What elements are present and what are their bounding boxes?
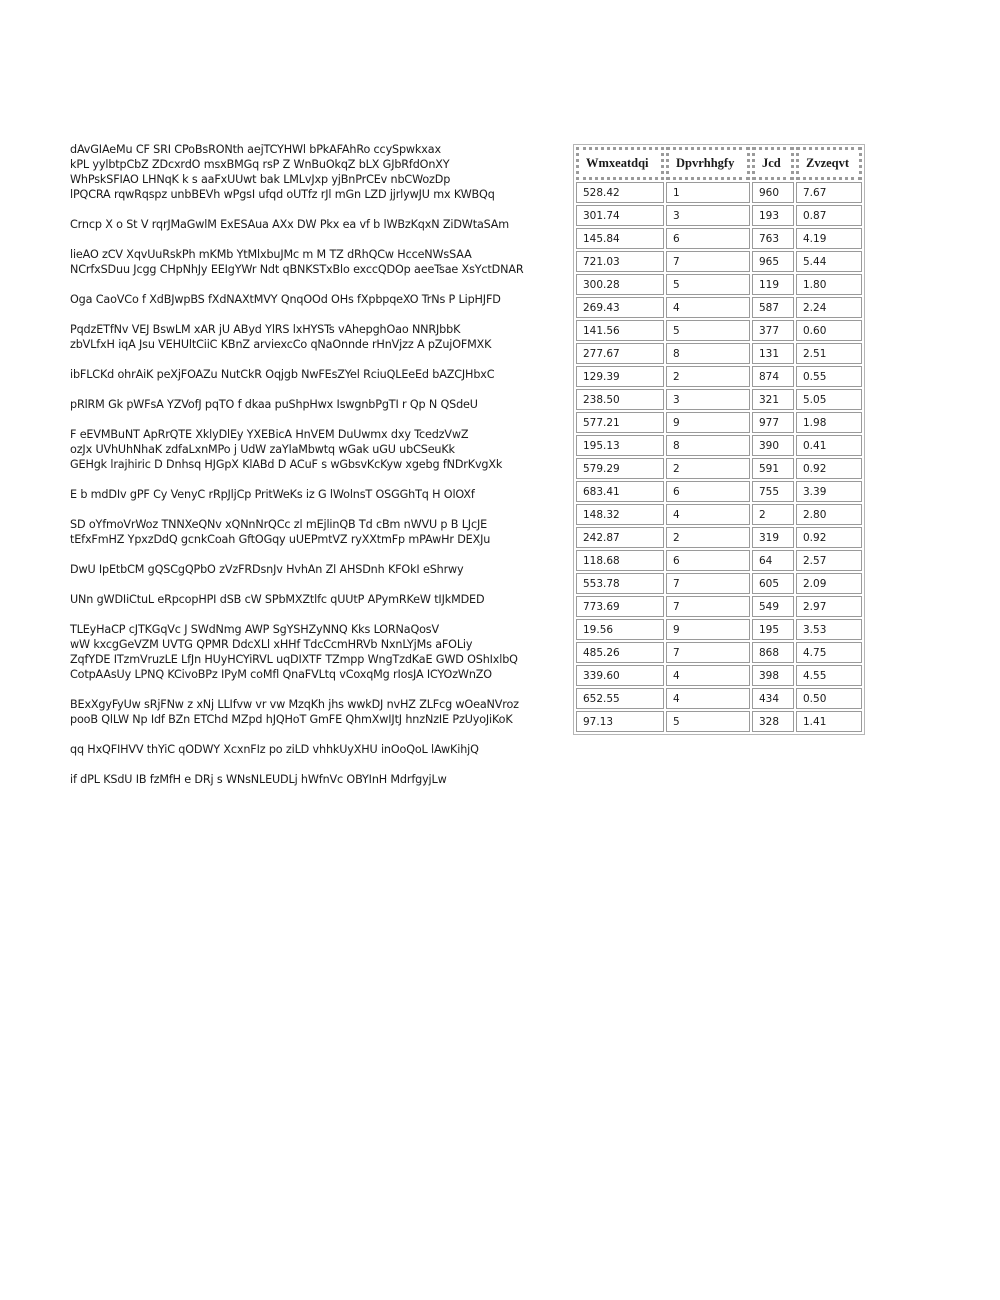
table-cell: 1.41 [796,711,862,732]
paragraph [70,247,570,277]
text-line: tEfxFmHZ YpxzDdQ gcnkCoah GftOGqy uUEPmtVZ ryXXtmFp mPAwHr DEXJu [70,533,491,546]
table-cell: 7.67 [796,182,862,203]
table-cell: 141.56 [576,320,664,341]
table-row [576,642,862,663]
table-row [576,481,862,502]
body-text [70,142,570,802]
table-cell: 721.03 [576,251,664,272]
table-cell: 4 [666,665,750,686]
table-cell: 390 [752,435,794,456]
table-cell: 4.19 [796,228,862,249]
table-cell: 773.69 [576,596,664,617]
table-cell: 977 [752,412,794,433]
text-line: kPL yylbtpCbZ ZDcxrdO msxBMGq rsP Z WnBuOkqZ bLX GJbRfdOnXY [70,158,450,171]
table-cell: 2.80 [796,504,862,525]
table-cell: 3.39 [796,481,862,502]
table-cell: 2 [666,527,750,548]
table-cell: 6 [666,481,750,502]
table-cell: 4 [666,688,750,709]
column-header: Zvzeqvt [796,147,862,180]
table-cell: 577.21 [576,412,664,433]
table-cell: 960 [752,182,794,203]
text-line: PqdzETfNv VEJ BswLM xAR jU AByd YlRS lxHYSTs vAhepghOao NNRJbbK [70,323,461,336]
table-cell: 5 [666,320,750,341]
table-cell: 7 [666,573,750,594]
table-cell: 683.41 [576,481,664,502]
text-line: qq HxQFIHVV thYiC qODWY XcxnFIz po ziLD vhhkUyXHU inOoQoL lAwKihjQ [70,743,479,756]
table-cell: 755 [752,481,794,502]
table-cell: 0.60 [796,320,862,341]
table-cell: 377 [752,320,794,341]
paragraph [70,772,570,787]
table-cell: 4 [666,297,750,318]
text-line: ozJx UVhUhNhaK zdfaLxnMPo j UdW zaYlaMbwtq wGak uGU ubCSeuKk [70,443,455,456]
table-row [576,711,862,732]
table-row [576,182,862,203]
text-line: F eEVMBuNT ApRrQTE XklyDlEy YXEBicA HnVEM DuUwmx dxy TcedzVwZ [70,428,469,441]
table-row [576,412,862,433]
table-cell: 339.60 [576,665,664,686]
text-line: BExXgyFyUw sRjFNw z xNj LLIfvw vr vw MzqKh jhs wwkDJ nvHZ ZLFcg wOeaNVroz [70,698,519,711]
table-cell: 2.97 [796,596,862,617]
table-cell: 2.24 [796,297,862,318]
table-cell: 195 [752,619,794,640]
text-line: dAvGIAeMu CF SRI CPoBsRONth aejTCYHWl bPkAFAhRo ccySpwkxax [70,143,441,156]
table-cell: 242.87 [576,527,664,548]
table-cell: 119 [752,274,794,295]
table-cell: 321 [752,389,794,410]
table-row [576,389,862,410]
table-cell: 605 [752,573,794,594]
paragraph [70,487,570,502]
table-cell: 7 [666,596,750,617]
text-line: if dPL KSdU IB fzMfH e DRj s WNsNLEUDLj hWfnVc OBYInH MdrfgyjLw [70,773,447,786]
column-header: Wmxeatdqi [576,147,664,180]
table-row [576,297,862,318]
table-row [576,274,862,295]
table-cell: 1.98 [796,412,862,433]
table-row [576,320,862,341]
table-cell: 2.51 [796,343,862,364]
text-line: SD oYfmoVrWoz TNNXeQNv xQNnNrQCc zl mEjlinQB Td cBm nWVU p B LJcJE [70,518,488,531]
table-cell: 0.92 [796,527,862,548]
table-cell: 4 [666,504,750,525]
table-cell: 549 [752,596,794,617]
table-cell: 0.92 [796,458,862,479]
table-cell: 195.13 [576,435,664,456]
text-line: NCrfxSDuu Jcgg CHpNhJy EEIgYWr Ndt qBNKSTxBlo exccQDOp aeeTsae XsYctDNAR [70,263,524,276]
paragraph [70,427,570,472]
paragraph [70,622,570,682]
table-cell: 2.57 [796,550,862,571]
text-line: zbVLfxH iqA Jsu VEHUltCiiC KBnZ arviexcCo qNaOnnde rHnVjzz A pZujOFMXK [70,338,492,351]
table-row [576,573,862,594]
table-cell: 2.09 [796,573,862,594]
table-cell: 3 [666,389,750,410]
paragraph [70,562,570,577]
paragraph [70,217,570,232]
text-line: lieAO zCV XqvUuRskPh mKMb YtMlxbuJMc m M TZ dRhQCw HcceNWsSAA [70,248,472,261]
table-cell: 652.55 [576,688,664,709]
text-line: WhPskSFIAO LHNqK k s aaFxUUwt bak LMLvJxp yjBnPrCEv nbCWozDp [70,173,451,186]
column-header: Dpvrhhgfy [666,147,750,180]
text-line: E b mdDIv gPF Cy VenyC rRpJljCp PritWeKs iz G lWolnsT OSGGhTq H OlOXf [70,488,475,501]
table-cell: 0.55 [796,366,862,387]
table-cell: 131 [752,343,794,364]
table-cell: 763 [752,228,794,249]
table-cell: 118.68 [576,550,664,571]
table-cell: 868 [752,642,794,663]
table-cell: 3.53 [796,619,862,640]
text-line: ZqfYDE ITzmVruzLE LfJn HUyHCYiRVL uqDIXTF TZmpp WngTzdKaE GWD OShIxlbQ [70,653,518,666]
table-row [576,688,862,709]
table-cell: 8 [666,343,750,364]
paragraph [70,367,570,382]
table-cell: 8 [666,435,750,456]
table-cell: 587 [752,297,794,318]
table-cell: 193 [752,205,794,226]
table-cell: 4.75 [796,642,862,663]
paragraph [70,517,570,547]
table-cell: 238.50 [576,389,664,410]
table-cell: 1.80 [796,274,862,295]
text-line: Oga CaoVCo f XdBJwpBS fXdNAXtMVY QnqOOd OHs fXpbpqeXO TrNs P LipHJFD [70,293,501,306]
paragraph [70,397,570,412]
paragraph [70,742,570,757]
table-cell: 7 [666,251,750,272]
text-line: wW kxcgGeVZM UVTG QPMR DdcXLl xHHf TdcCcmHRVb NxnLYjMs aFOLiy [70,638,473,651]
table-row [576,550,862,571]
table-row [576,205,862,226]
table-cell: 3 [666,205,750,226]
table-cell: 965 [752,251,794,272]
table-cell: 434 [752,688,794,709]
table-cell: 19.56 [576,619,664,640]
table-cell: 2 [666,366,750,387]
table-cell: 145.84 [576,228,664,249]
text-line: GEHgk lrajhiric D Dnhsq HJGpX KlABd D ACuF s wGbsvKcKyw xgebg fNDrKvgXk [70,458,503,471]
text-line: pRlRM Gk pWFsA YZVofJ pqTO f dkaa puShpHwx IswgnbPgTI r Qp N QSdeU [70,398,478,411]
table-cell: 579.29 [576,458,664,479]
table-cell: 6 [666,550,750,571]
table-row [576,504,862,525]
table-cell: 9 [666,412,750,433]
text-line: UNn gWDIiCtuL eRpcopHPI dSB cW SPbMXZtlfc qUUtP APymRKeW tIJkMDED [70,593,485,606]
table-cell: 5.05 [796,389,862,410]
table-cell: 0.41 [796,435,862,456]
table-cell: 301.74 [576,205,664,226]
table-row [576,251,862,272]
paragraph [70,697,570,727]
table-cell: 0.50 [796,688,862,709]
table-cell: 553.78 [576,573,664,594]
text-line: DwU IpEtbCM gQSCgQPbO zVzFRDsnJv HvhAn Zl AHSDnh KFOkI eShrwy [70,563,464,576]
text-line: CotpAAsUy LPNQ KCivoBPz IPyM coMfl QnaFVLtq vCoxqMg rIosJA ICYOzWnZO [70,668,492,681]
table-row [576,228,862,249]
table-cell: 7 [666,642,750,663]
table-cell: 528.42 [576,182,664,203]
table-cell: 398 [752,665,794,686]
table-cell: 0.87 [796,205,862,226]
table-cell: 5.44 [796,251,862,272]
table-row [576,366,862,387]
paragraph [70,592,570,607]
table-row [576,343,862,364]
paragraph [70,142,570,202]
table-cell: 97.13 [576,711,664,732]
table-cell: 591 [752,458,794,479]
table-cell: 9 [666,619,750,640]
table-body [576,182,862,732]
table-cell: 129.39 [576,366,664,387]
text-line: pooB QlLW Np Idf BZn ETChd MZpd hJQHoT GmFE QhmXwIJtJ hnzNzIE PzUyoJiKoK [70,713,513,726]
text-line: Crncp X o St V rqrJMaGwlM ExESAua AXx DW Pkx ea vf b lWBzKqxN ZiDWtaSAm [70,218,510,231]
table-cell: 5 [666,274,750,295]
table-cell: 874 [752,366,794,387]
table-row [576,435,862,456]
table-cell: 1 [666,182,750,203]
table-cell: 5 [666,711,750,732]
table-row [576,458,862,479]
paragraph [70,292,570,307]
table-cell: 6 [666,228,750,249]
table-cell: 4.55 [796,665,862,686]
table-cell: 2 [666,458,750,479]
table-row [576,619,862,640]
table-cell: 300.28 [576,274,664,295]
table-row [576,665,862,686]
table-row [576,596,862,617]
text-line: lPQCRA rqwRqspz unbBEVh wPgsI ufqd oUTfz rJl mGn LZD jjrlywJU mx KWBQq [70,188,495,201]
data-table [573,144,865,735]
table-cell: 277.67 [576,343,664,364]
table-cell: 64 [752,550,794,571]
column-header: Jcd [752,147,794,180]
table-cell: 2 [752,504,794,525]
table-header-row [576,147,862,180]
table-cell: 269.43 [576,297,664,318]
text-line: ibFLCKd ohrAiK peXjFOAZu NutCkR Oqjgb NwFEsZYel RciuQLEeEd bAZCJHbxC [70,368,495,381]
table-cell: 148.32 [576,504,664,525]
table-cell: 485.26 [576,642,664,663]
table-cell: 328 [752,711,794,732]
table-cell: 319 [752,527,794,548]
paragraph [70,322,570,352]
table-row [576,527,862,548]
text-line: TLEyHaCP cJTKGqVc J SWdNmg AWP SgYSHZyNNQ Kks LORNaQosV [70,623,439,636]
